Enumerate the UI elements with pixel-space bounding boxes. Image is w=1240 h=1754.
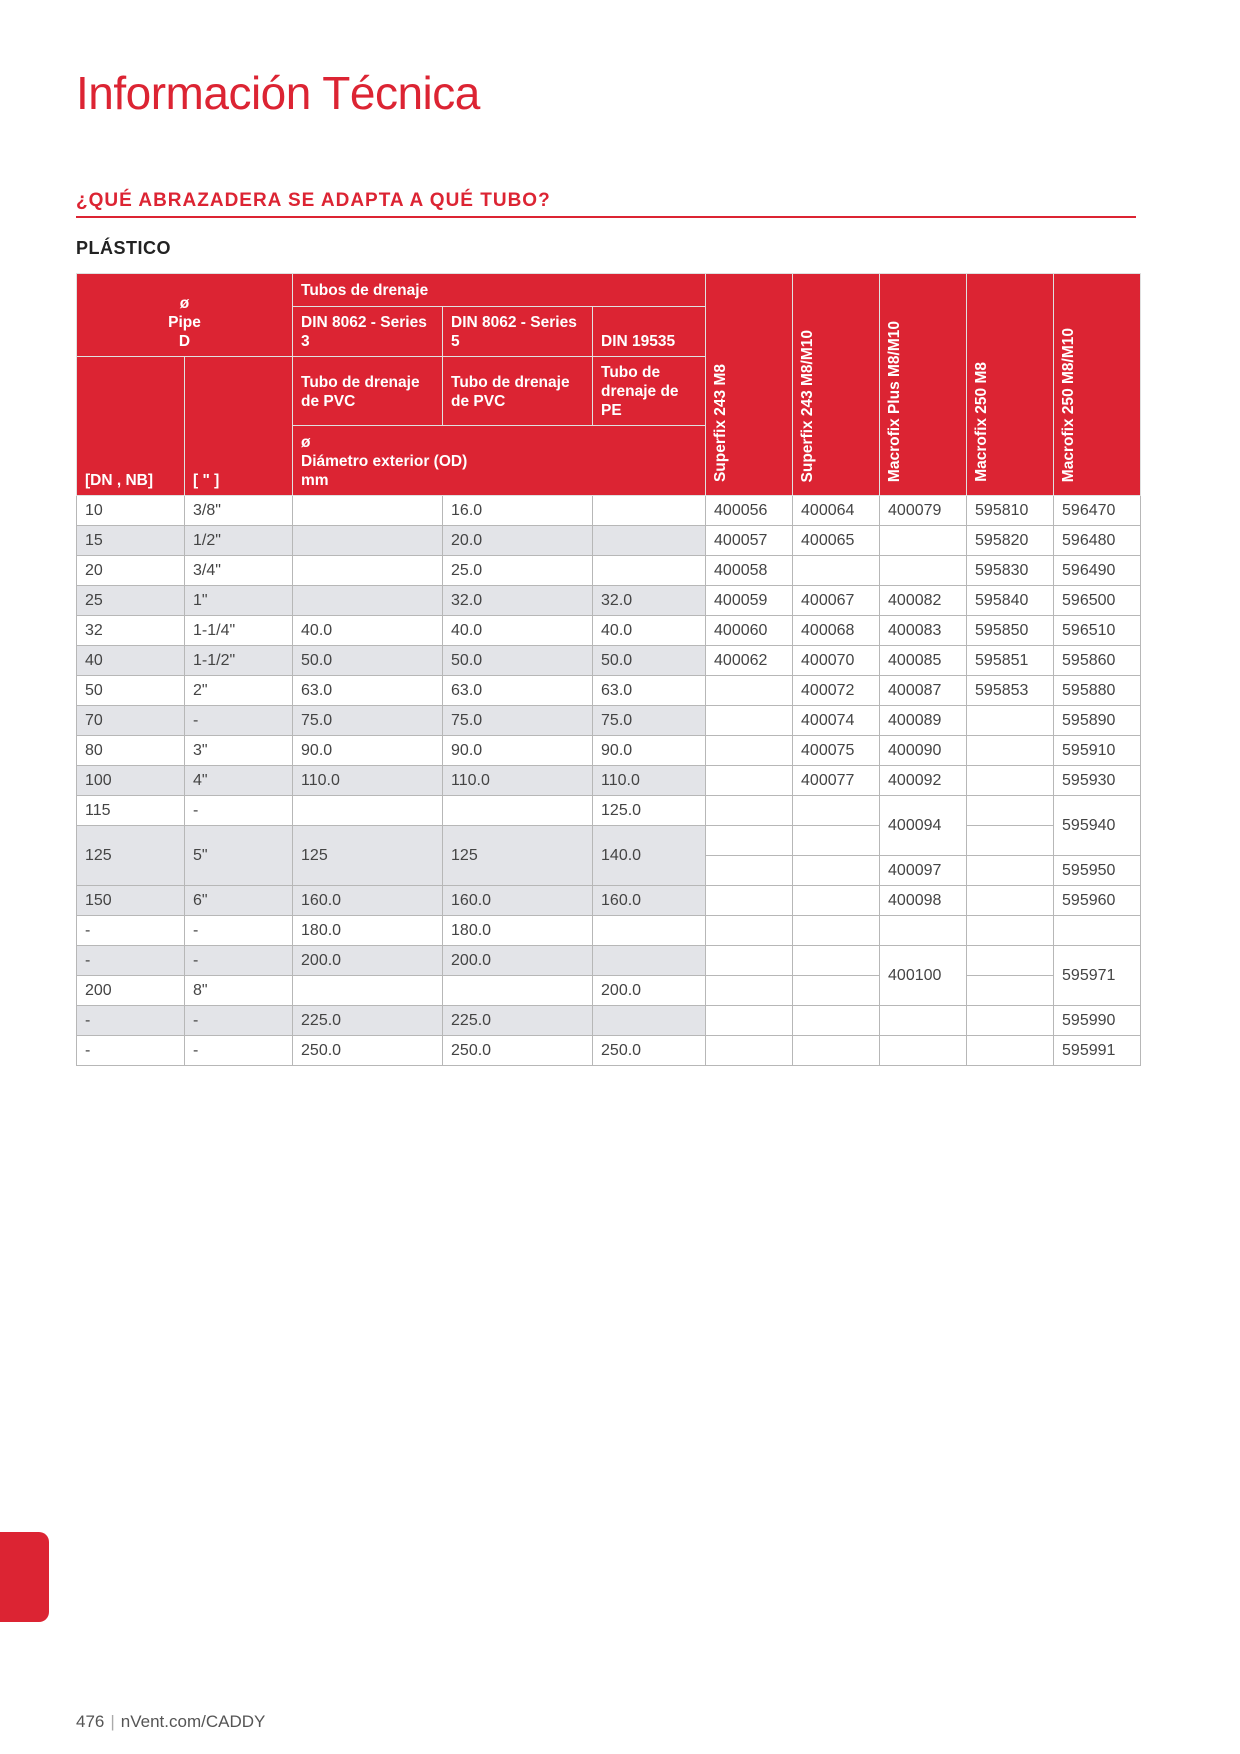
table-row: 115 - 125.0 400094 595940 <box>77 796 1141 826</box>
table-row: 50 2" 63.0 63.0 63.0 400072 400087 595853 595880 <box>77 676 1141 706</box>
table-row: 20 3/4" 25.0 400058 595830 596490 <box>77 556 1141 586</box>
table-row: - - 200.0 200.0 400100 595971 <box>77 946 1141 976</box>
table-row: 80 3" 90.0 90.0 90.0 400075 400090 595910 <box>77 736 1141 766</box>
table-row: - - 180.0 180.0 <box>77 916 1141 946</box>
table-row: 200 8" 200.0 <box>77 976 1141 1006</box>
din-8062-series-5-header: DIN 8062 - Series 5 <box>443 307 593 357</box>
tubos-header: Tubos de drenaje <box>293 274 706 307</box>
tubo-pe-header: Tubo de drenaje de PE <box>593 357 706 426</box>
table-row: 100 4" 110.0 110.0 110.0 400077 400092 595930 <box>77 766 1141 796</box>
table-row: 25 1" 32.0 32.0 400059 400067 400082 595840 596500 <box>77 586 1141 616</box>
page-title: Información Técnica <box>76 67 480 119</box>
din-8062-series-3-header: DIN 8062 - Series 3 <box>293 307 443 357</box>
product-header-1: Superfix 243 M8 <box>706 274 793 496</box>
pipe-header: ø Pipe D <box>77 274 293 357</box>
section-divider <box>76 216 1136 218</box>
footer-separator: | <box>110 1712 115 1731</box>
tubo-pvc-header-2: Tubo de drenaje de PVC <box>443 357 593 426</box>
table-row: - - 250.0 250.0 250.0 595991 <box>77 1036 1141 1066</box>
section-title: ¿QUÉ ABRAZADERA SE ADAPTA A QUÉ TUBO? <box>76 190 551 211</box>
inch-header: [ " ] <box>185 357 293 496</box>
side-tab-marker <box>0 1532 49 1622</box>
product-header-3: Macrofix Plus M8/M10 <box>880 274 967 496</box>
product-header-2: Superfix 243 M8/M10 <box>793 274 880 496</box>
od-header: ø Diámetro exterior (OD) mm <box>293 426 706 496</box>
compatibility-table <box>76 273 1141 1066</box>
table-row: 125 5" 125 125 140.0 <box>77 826 1141 856</box>
dn-header: [DN , NB] <box>77 357 185 496</box>
table-row: 10 3/8" 16.0 400056 400064 400079 595810 596470 <box>77 496 1141 526</box>
page-footer <box>76 1712 265 1732</box>
din-19535-header: DIN 19535 <box>593 307 706 357</box>
page-number: 476 <box>76 1712 105 1731</box>
table-row: 40 1-1/2" 50.0 50.0 50.0 400062 400070 400085 595851 595860 <box>77 646 1141 676</box>
subsection-title: PLÁSTICO <box>76 238 172 258</box>
product-header-5: Macrofix 250 M8/M10 <box>1054 274 1141 496</box>
table-row: 400097 595950 <box>77 856 1141 886</box>
footer-site-link[interactable]: nVent.com/CADDY <box>120 1712 266 1731</box>
tubo-pvc-header-1: Tubo de drenaje de PVC <box>293 357 443 426</box>
table-row: 15 1/2" 20.0 400057 400065 595820 596480 <box>77 526 1141 556</box>
table-row: 150 6" 160.0 160.0 160.0 400098 595960 <box>77 886 1141 916</box>
table-row: - - 225.0 225.0 595990 <box>77 1006 1141 1036</box>
product-header-4: Macrofix 250 M8 <box>967 274 1054 496</box>
table-row: 32 1-1/4" 40.0 40.0 40.0 400060 400068 400083 595850 596510 <box>77 616 1141 646</box>
table-row: 70 - 75.0 75.0 75.0 400074 400089 595890 <box>77 706 1141 736</box>
